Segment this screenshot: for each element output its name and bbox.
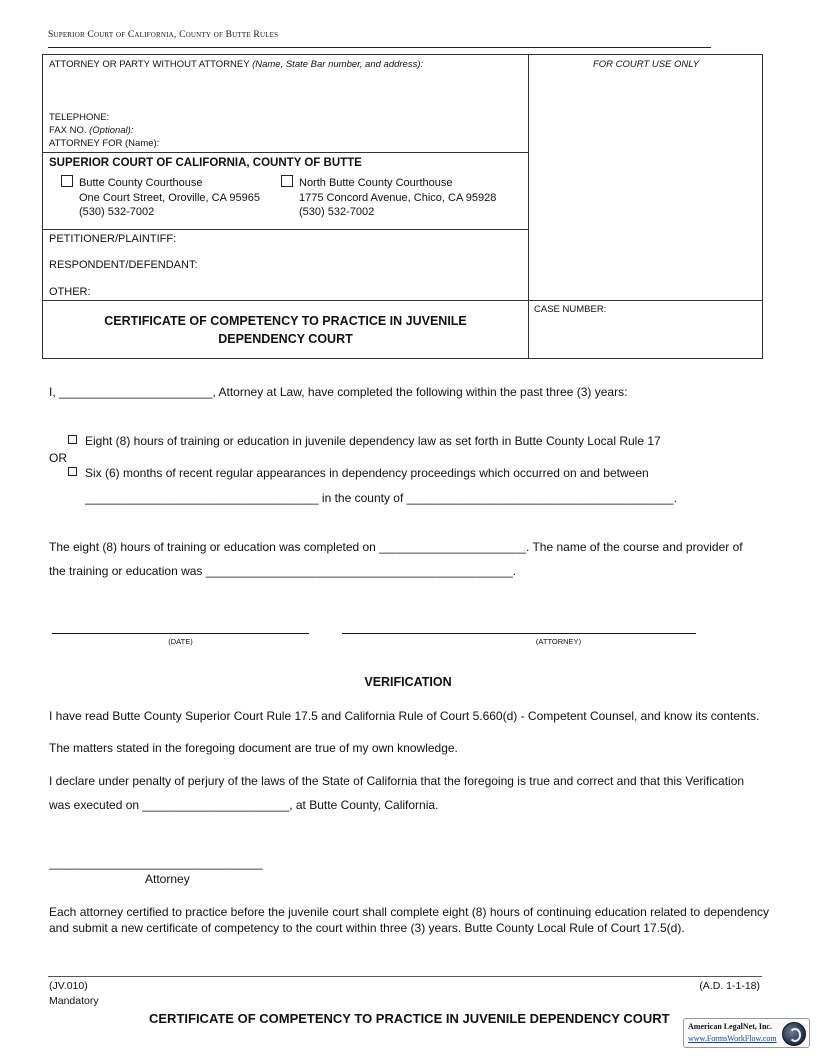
verification-p3b: was executed on ______________________, at Butte County, California. xyxy=(49,798,439,812)
court-name: SUPERIOR COURT OF CALIFORNIA, COUNTY OF BUTTE xyxy=(49,157,362,169)
courthouse1-name: Butte County Courthouse xyxy=(79,177,203,189)
mandatory-label: Mandatory xyxy=(49,995,99,1007)
fax-label-text: FAX NO. xyxy=(49,125,87,136)
court-use-label: FOR COURT USE ONLY xyxy=(592,59,700,70)
option2-text: Six (6) months of recent regular appearances in dependency proceedings which occurred on and between xyxy=(85,466,649,480)
telephone-label: TELEPHONE: xyxy=(49,112,110,123)
form-title xyxy=(43,312,528,348)
form-title-line2: DEPENDENCY COURT xyxy=(218,332,353,346)
attorney-signature-line[interactable] xyxy=(342,633,696,634)
training-line1: The eight (8) hours of training or education was completed on ______________________. The name of the course and provider of xyxy=(49,540,743,554)
courthouse1-address: One Court Street, Oroville, CA 95965 xyxy=(79,191,260,204)
caption-divider-vertical xyxy=(528,54,529,359)
petitioner-label: PETITIONER/PLAINTIFF: xyxy=(49,233,177,245)
logo-name: American LegalNet, Inc. xyxy=(688,1022,772,1031)
courthouse1-phone: (530) 532-7002 xyxy=(79,206,155,218)
courthouse2-name: North Butte County Courthouse xyxy=(299,177,453,189)
caption-divider-court xyxy=(42,152,529,153)
training-line2: the training or education was ______________________________________________. xyxy=(49,564,517,578)
verification-p1: I have read Butte County Superior Court Rule 17.5 and California Rule of Court 5.660(d) - Competent Counsel, and know its contents. xyxy=(49,709,760,723)
verification-p2: The matters stated in the foregoing document are true of my own knowledge. xyxy=(49,741,458,755)
verification-signature-line[interactable]: ________________________________ xyxy=(49,856,263,870)
case-number-label: CASE NUMBER: xyxy=(534,304,607,315)
adoption-date: (A.D. 1-1-18) xyxy=(699,980,760,992)
courthouse1-block xyxy=(79,176,260,220)
respondent-label: RESPONDENT/DEFENDANT: xyxy=(49,259,198,271)
courthouse2-block xyxy=(299,176,496,220)
date-label: (DATE) xyxy=(168,637,193,646)
header-rule xyxy=(48,47,711,48)
court-rules-header: Superior Court of California, County of Butte Rules xyxy=(48,30,279,40)
verification-attorney-label: Attorney xyxy=(145,872,190,886)
courthouse2-checkbox[interactable] xyxy=(281,175,293,187)
verification-p3a: I declare under penalty of perjury of the laws of the State of California that the foregoing is true and correct and that this Verification xyxy=(49,774,745,788)
courthouse1-checkbox[interactable] xyxy=(61,175,73,187)
other-label: OTHER: xyxy=(49,286,91,298)
option1-checkbox[interactable] xyxy=(68,435,77,444)
attorney-label-hint: (Name, State Bar number, and address): xyxy=(252,59,424,70)
american-legalnet-logo[interactable] xyxy=(683,1018,810,1048)
date-signature-line[interactable] xyxy=(52,633,309,634)
courthouse2-phone: (530) 532-7002 xyxy=(299,206,375,218)
attorney-sig-label: (ATTORNEY) xyxy=(535,637,582,646)
courthouse2-address: 1775 Concord Avenue, Chico, CA 95928 xyxy=(299,191,497,204)
fax-optional: (Optional): xyxy=(89,125,134,136)
caption-divider-title xyxy=(42,300,763,301)
attorney-for-label: ATTORNEY FOR (Name): xyxy=(49,138,160,149)
footer-title: CERTIFICATE OF COMPETENCY TO PRACTICE IN JUVENILE DEPENDENCY COURT xyxy=(149,1011,670,1026)
intro-statement: I, _______________________, Attorney at Law, have completed the following within the past three (3) years: xyxy=(49,385,628,399)
verification-title: VERIFICATION xyxy=(364,675,452,689)
notice-paragraph: Each attorney certified to practice before the juvenile court shall complete eight (8) hours of continuing education related to dependency and submit a new certificate of competency to the court within three (3) years. Butte County Local Rule of Court 17.5(d). xyxy=(49,905,769,935)
footer-rule xyxy=(48,976,762,977)
form-title-line1: CERTIFICATE OF COMPETENCY TO PRACTICE IN JUVENILE xyxy=(104,314,467,328)
form-number: (JV.010) xyxy=(49,980,88,992)
fax-label xyxy=(49,125,133,136)
attorney-label-text: ATTORNEY OR PARTY WITHOUT ATTORNEY xyxy=(49,59,250,70)
logo-badge-icon xyxy=(782,1022,806,1046)
attorney-label xyxy=(49,59,423,70)
option1-text: Eight (8) hours of training or education in juvenile dependency law as set forth in Butte County Local Rule 17 xyxy=(85,434,661,448)
option2-checkbox[interactable] xyxy=(68,467,77,476)
option2-county-line: ___________________________________ in the county of ________________________________________. xyxy=(85,491,677,505)
or-label: OR xyxy=(49,451,67,465)
logo-url[interactable]: www.FormsWorkFlow.com xyxy=(688,1034,777,1043)
caption-divider-parties xyxy=(42,229,529,230)
